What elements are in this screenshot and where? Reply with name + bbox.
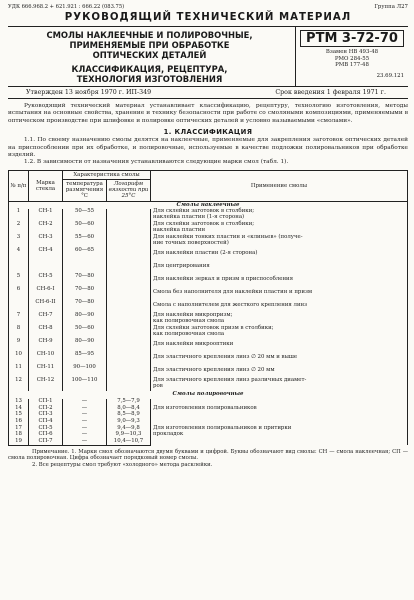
row-log-viscosity [107,378,151,391]
row-temperature: 70—80 [63,274,107,287]
table-row [9,378,408,391]
row-temperature: 80—90 [63,339,107,352]
row-mark: СН-11 [29,365,63,378]
row-number: 13 [9,399,29,406]
intro-paragraph: Руководящий технический материал устанавливает классификацию, рецептуру, технологию изготовления, методы испытания на основные свойства, хранение и технику безопасности при работе со смоляными композициями, применяемыми в оптическом производстве при шлифовке и полировке оптических деталей и условно называемыми «смолами». [8,103,408,124]
application-line: Для склейки заготовок в столбики; [153,221,255,228]
row-temperature: 60—65 [63,248,107,261]
application-line: Смола с наполнителем для жесткого крепления линз [153,302,308,309]
title-line: ОПТИЧЕСКИХ ДЕТАЛЕЙ [92,50,207,61]
note-2: 2. Все рецептуры смол требуют «холодного» метода расклейки. [32,461,213,468]
row-mark: СН-3 [29,235,63,248]
table-row [9,261,408,274]
row-application [151,419,408,445]
row-log-viscosity [107,313,151,326]
col-header-log: Логарифм вязкости при 25°С [107,180,151,202]
row-number: 4 [9,248,29,261]
row-number: 14 [9,406,29,413]
application-line: Для эластичного крепления линз ∅ 20 мм [153,367,275,374]
row-log-viscosity: 8,0—8,4 [107,406,151,413]
row-log-viscosity [107,326,151,339]
row-number: 10 [9,352,29,365]
table-row [9,399,408,406]
row-temperature: 90—100 [63,365,107,378]
title-line: СМОЛЫ НАКЛЕЕЧНЫЕ И ПОЛИРОВОЧНЫЕ, [46,30,253,40]
row-application [151,248,408,261]
row-number: 12 [9,378,29,391]
effective-date: Срок введения 1 февраля 1971 г. [275,89,386,97]
row-temperature: — [63,419,107,426]
note-1: Примечание. 1. Марки смол обозначаются двумя буквами и цифрой. Буквы обозначают вид смолы: СН — смола наклеечная; СП — смола полировочная. Цифра обозначает порядковый номер смолы. [8,448,408,462]
application-line: Для эластичного крепления линз различных диамет- [153,377,307,384]
row-application [151,352,408,365]
row-log-viscosity [107,274,151,287]
row-log-viscosity [107,261,151,274]
row-temperature: 70—80 [63,287,107,300]
table-row [9,248,408,261]
row-log-viscosity [107,339,151,352]
table-row [9,419,408,426]
col-header-temp: температура размягчения °С [63,180,107,202]
table-row [9,274,408,287]
row-number: 6 [9,287,29,300]
notes [8,449,408,468]
table-row [9,235,408,248]
row-number: 16 [9,419,29,426]
row-mark: СН-4 [29,248,63,261]
row-log-viscosity: 10,4—10,7 [107,439,151,446]
dates-row [8,87,408,99]
row-mark: СН-7 [29,313,63,326]
row-log-viscosity [107,209,151,222]
row-temperature: — [63,432,107,439]
row-mark: СН-6-I [29,287,63,300]
row-log-viscosity: 7,5—7,9 [107,399,151,406]
application-line: Для наклейки зеркал и призм в приспособления [153,276,294,283]
row-mark: СН-8 [29,326,63,339]
row-application [151,261,408,274]
application-line: ние точных поверхностей) [153,240,229,247]
row-temperature: — [63,426,107,433]
section-title: 1. КЛАССИФИКАЦИЯ [163,128,253,137]
col-header-mark: Марка стекла [29,170,63,201]
row-mark: СН-9 [29,339,63,352]
application-line: Для эластичного крепления линз ∅ 20 мм и выше [153,354,298,361]
row-temperature: 80—90 [63,313,107,326]
paragraph: 1.2. В зависимости от назначения устанавливаются следующие марки смол (табл. 1). [24,159,289,166]
row-temperature: — [63,439,107,446]
document-type-title: РУКОВОДЯЩИЙ ТЕХНИЧЕСКИЙ МАТЕРИАЛ [8,11,408,27]
header-top-row [8,4,408,11]
row-mark: СП-5 [29,426,63,433]
col-header-num: № п/п [9,170,29,201]
row-temperature: — [63,412,107,419]
document-title [8,27,296,86]
row-temperature: 55—60 [63,235,107,248]
row-number: 17 [9,426,29,433]
standard-info [296,27,408,86]
row-mark: СП-7 [29,439,63,446]
group-code: Группа Л27 [374,4,408,10]
row-temperature: — [63,399,107,406]
row-temperature: 100—110 [63,378,107,391]
row-number: 7 [9,313,29,326]
resin-grades-table [8,170,408,446]
table-row [9,339,408,352]
row-temperature: 50—55 [63,209,107,222]
row-temperature: 85—95 [63,352,107,365]
col-header-application: Применение смолы [151,170,408,201]
row-mark: СН-2 [29,222,63,235]
table-row [9,287,408,300]
replaces-item: Взамен НВ 493-48 [325,49,379,55]
row-application [151,274,408,287]
row-mark: СН-12 [29,378,63,391]
row-mark: СП-2 [29,406,63,413]
application-line: прокладок [153,431,184,438]
application-line: Для изготовления полировальников и притирки [153,425,292,432]
row-number: 3 [9,235,29,248]
title-line: ПРИМЕНЯЕМЫЕ ПРИ ОБРАБОТКЕ [69,40,230,51]
group-header: Смолы наклеечные [9,201,408,209]
row-number: 15 [9,412,29,419]
row-application [151,378,408,391]
row-application [151,339,408,352]
application-line: Для наклейки микрооптики [153,341,234,348]
row-mark: СН-10 [29,352,63,365]
rtm-code: РТМ 3-72-70 [300,30,404,47]
application-line: Для изготовления полировальников [153,405,257,412]
row-number: 11 [9,365,29,378]
application-line: наклейка пластин [153,227,206,234]
row-log-viscosity: 9,9—10,3 [107,432,151,439]
row-mark: СН-6-II [29,300,63,313]
subtitle-line: ТЕХНОЛОГИЯ ИЗГОТОВЛЕНИЯ [76,73,223,84]
row-mark: СП-4 [29,419,63,426]
row-log-viscosity [107,352,151,365]
col-header-characteristics: Характеристика смолы [63,170,151,179]
row-number: 5 [9,274,29,287]
row-number: 18 [9,432,29,439]
application-line: Для наклейки микропризм; [153,312,233,319]
row-temperature: 70—80 [63,300,107,313]
row-temperature: — [63,406,107,413]
application-line: Для склейки заготовок в столбики; [153,208,255,215]
row-log-viscosity [107,300,151,313]
title-block [8,27,408,87]
row-log-viscosity [107,248,151,261]
table-row [9,326,408,339]
replaces-item: РМВ 177-48 [335,62,369,69]
replaces-list [300,49,404,69]
row-log-viscosity [107,287,151,300]
application-line: как полировочная смола [153,331,225,338]
application-line: Для склейки заготовок призм в столбики; [153,325,274,332]
application-line: как полировочная смола [153,318,225,325]
udk-code: УДК 666.968.2 + 621.921 : 666.22 (083.75) [8,4,125,10]
row-mark: СН-5 [29,274,63,287]
application-line: Для наклейки тонких пластин и «клиньев» (получе- [153,234,303,241]
row-temperature: 50—60 [63,222,107,235]
row-temperature: 50—60 [63,326,107,339]
row-number: 1 [9,209,29,222]
application-line: Смола без наполнителя для наклейки пластин и призм [153,289,313,296]
doc-number: 23.69.121 [376,72,404,79]
row-application [151,287,408,300]
application-line: наклейка пластин (1-я сторона) [153,214,245,221]
paragraph: 1.1. По своему назначению смолы делятся на наклеечные, применяемые для закрепления заготовок оптических деталей на приспособлении при их обработке, и полировочные, используемые в качестве подложки полировальников при обработке изделий. [8,137,408,159]
approved-date: Утвержден 13 ноября 1970 г. ИП-349 [26,89,152,97]
row-application [151,399,408,419]
row-mark: СП-3 [29,412,63,419]
subtitle-line: КЛАССИФИКАЦИЯ, РЕЦЕПТУРА, [71,63,228,74]
application-line: Для центрирования [153,263,210,270]
application-line: ров [153,383,163,390]
row-log-viscosity [107,222,151,235]
group-header: Смолы полировочные [9,391,408,399]
row-number: 8 [9,326,29,339]
row-application [151,326,408,339]
row-log-viscosity: 8,5—8,9 [107,412,151,419]
row-log-viscosity: 9,0—9,3 [107,419,151,426]
replaces-item: РМО 284-55 [334,55,370,62]
row-mark: СП-1 [29,399,63,406]
row-log-viscosity [107,365,151,378]
application-line: Для наклейки пластин (2-я сторона) [153,250,258,257]
row-log-viscosity [107,235,151,248]
row-number: 9 [9,339,29,352]
row-mark: СН-1 [29,209,63,222]
table-row [9,352,408,365]
row-number: 19 [9,439,29,446]
row-application [151,235,408,248]
row-number: 2 [9,222,29,235]
row-log-viscosity: 9,4—9,8 [107,426,151,433]
row-mark: СП-6 [29,432,63,439]
